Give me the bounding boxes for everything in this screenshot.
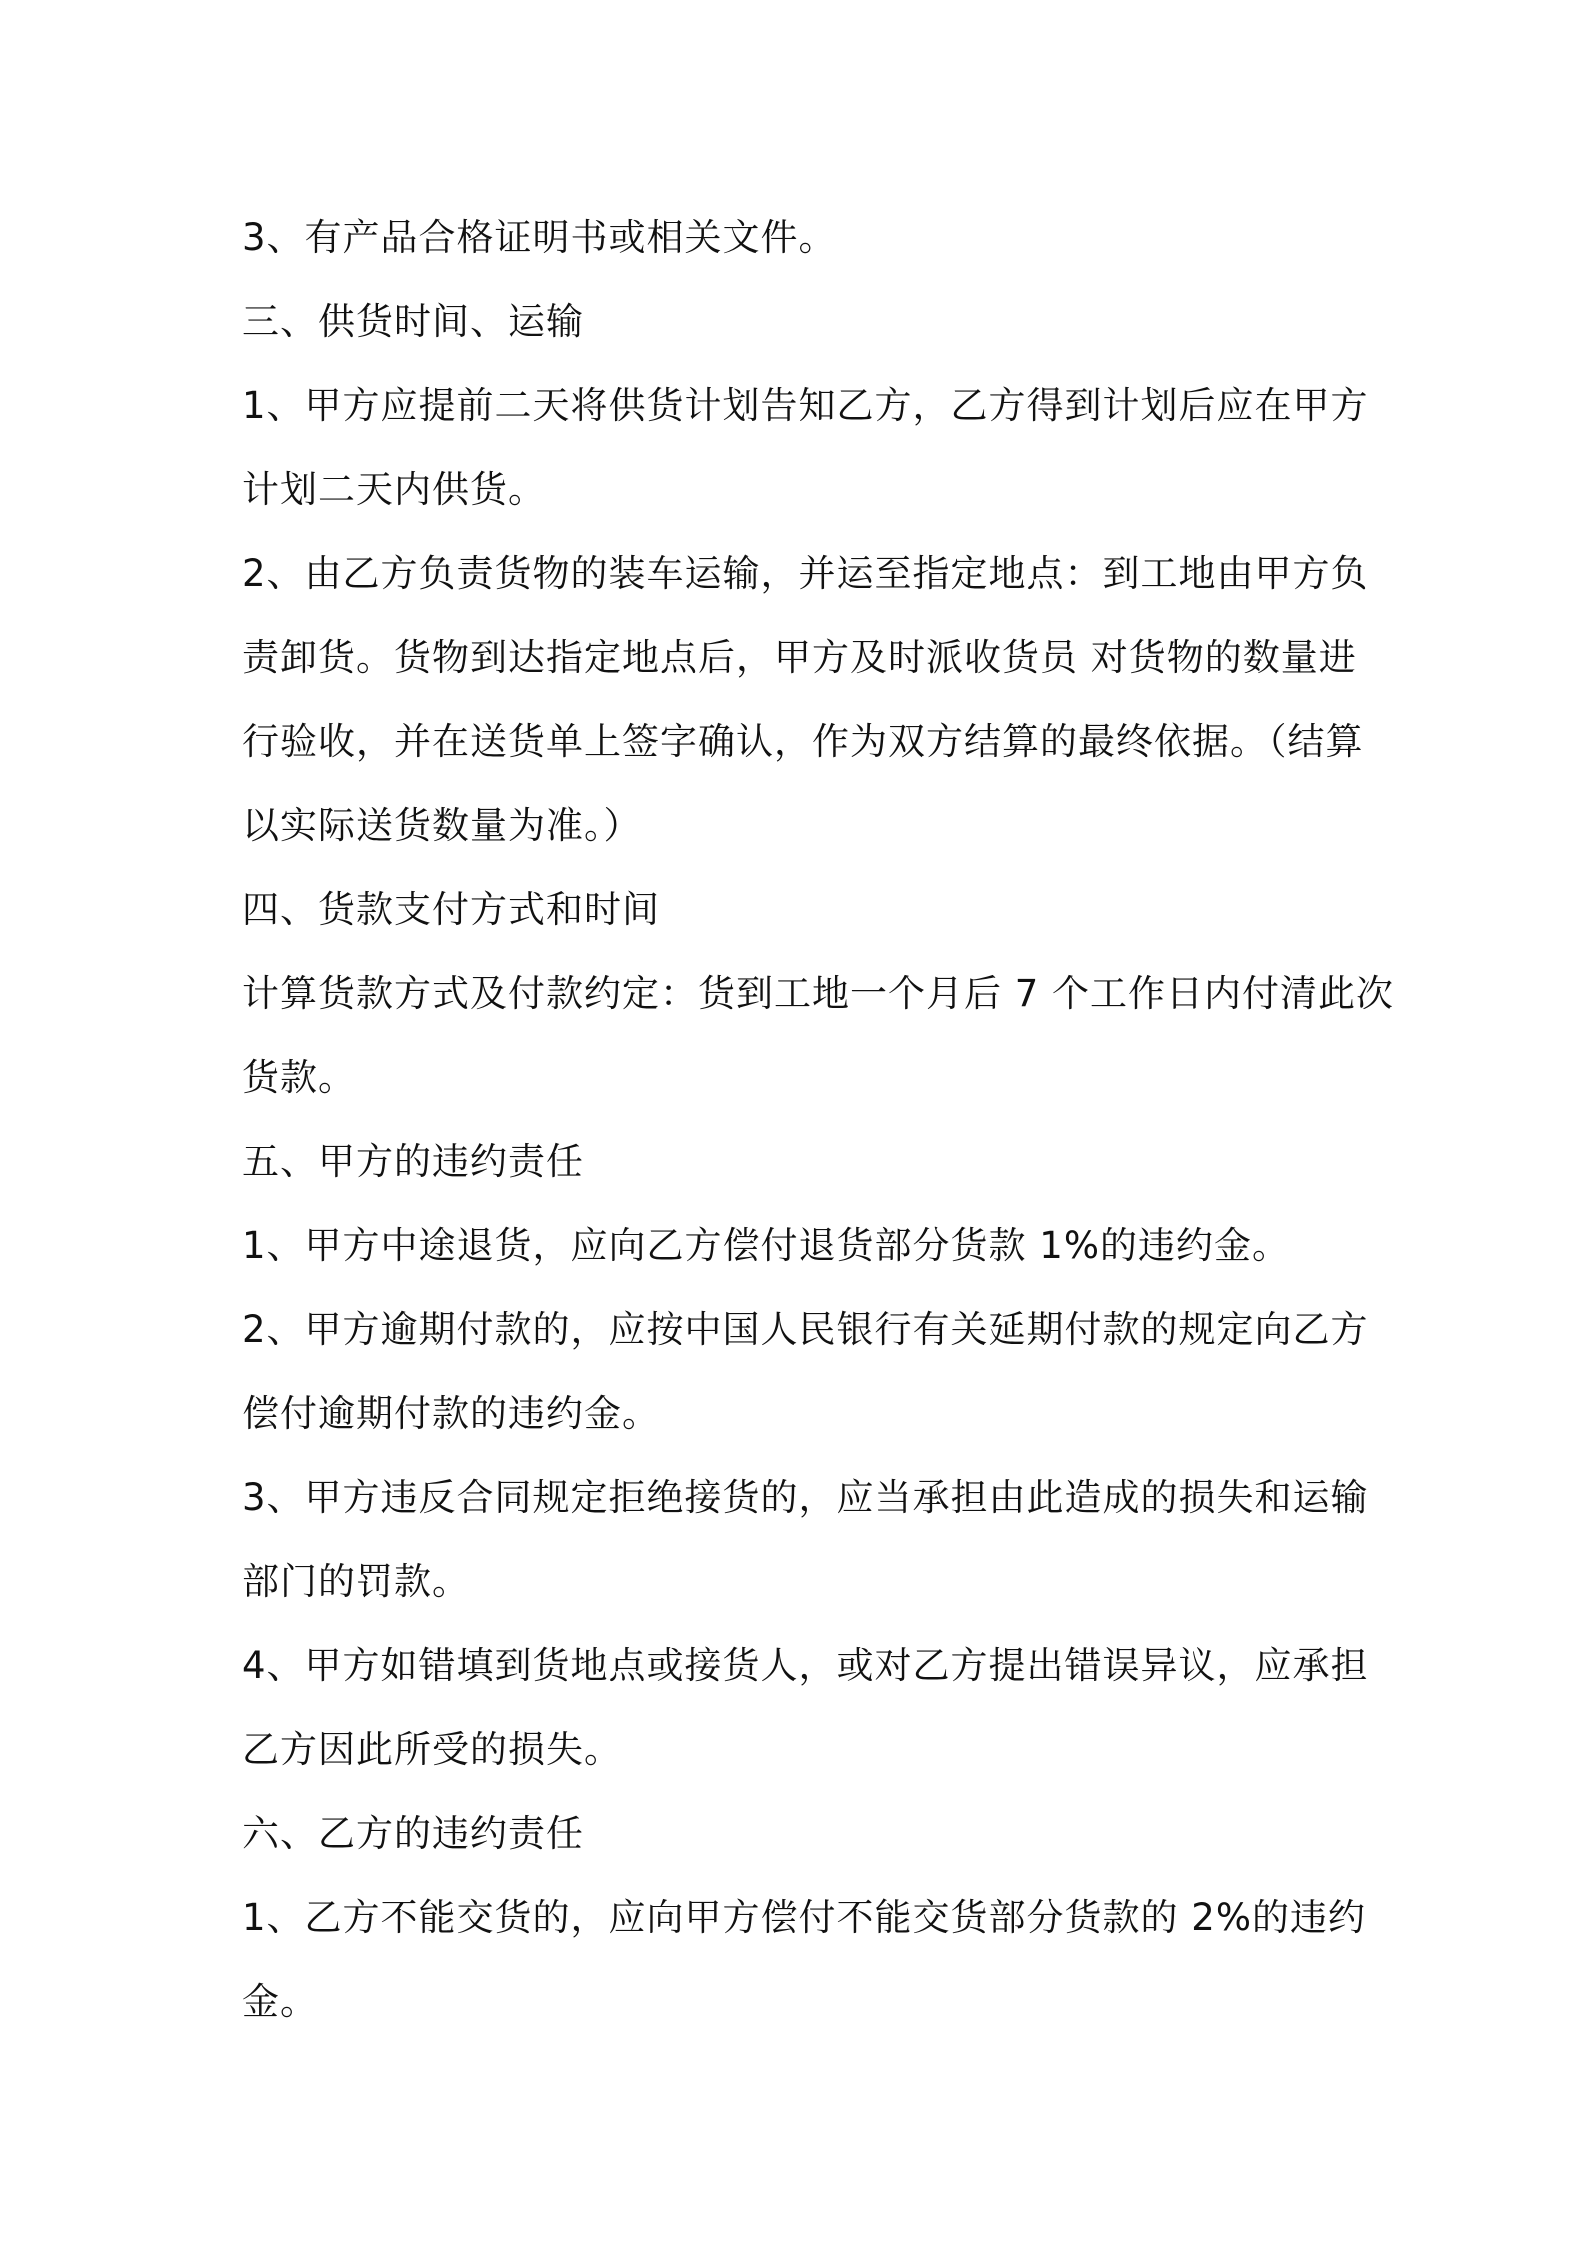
party-b-breach-1: 1、乙方不能交货的，应向甲方偿付不能交货部分货款的 2%的违约	[242, 1896, 1366, 1939]
document-body	[242, 196, 1395, 2044]
clause-3-certificate: 3、有产品合格证明书或相关文件。	[242, 216, 837, 259]
clause-2-transport: 2、由乙方负责货物的装车运输，并运至指定地点：到工地由甲方负	[242, 552, 1369, 595]
party-a-breach-3: 3、甲方违反合同规定拒绝接货的，应当承担由此造成的损失和运输	[242, 1476, 1369, 1519]
section-heading-6: 六、乙方的违约责任	[242, 1812, 584, 1855]
section-heading-3: 三、供货时间、运输	[242, 300, 584, 343]
party-a-breach-4-cont: 乙方因此所受的损失。	[242, 1728, 622, 1771]
payment-terms: 计算货款方式及付款约定：货到工地一个月后 7 个工作日内付清此次	[242, 972, 1395, 1015]
clause-2-transport-cont-1: 责卸货。货物到达指定地点后，甲方及时派收货员 对货物的数量进	[242, 636, 1357, 679]
clause-1-supply-plan: 1、甲方应提前二天将供货计划告知乙方，乙方得到计划后应在甲方	[242, 384, 1369, 427]
party-a-breach-3-cont: 部门的罚款。	[242, 1560, 470, 1603]
payment-terms-cont: 货款。	[242, 1056, 356, 1099]
party-a-breach-4: 4、甲方如错填到货地点或接货人，或对乙方提出错误异议，应承担	[242, 1644, 1369, 1687]
party-a-breach-2: 2、甲方逾期付款的，应按中国人民银行有关延期付款的规定向乙方	[242, 1308, 1369, 1351]
clause-2-transport-cont-3: 以实际送货数量为准。）	[242, 804, 642, 847]
clause-1-supply-plan-cont: 计划二天内供货。	[242, 468, 546, 511]
party-b-breach-1-cont: 金。	[242, 1980, 318, 2023]
section-heading-5: 五、甲方的违约责任	[242, 1140, 584, 1183]
party-a-breach-2-cont: 偿付逾期付款的违约金。	[242, 1392, 660, 1435]
clause-2-transport-cont-2: 行验收，并在送货单上签字确认，作为双方结算的最终依据。（结算	[242, 720, 1364, 763]
section-heading-4: 四、货款支付方式和时间	[242, 888, 660, 931]
party-a-breach-1: 1、甲方中途退货，应向乙方偿付退货部分货款 1%的违约金。	[242, 1224, 1290, 1267]
